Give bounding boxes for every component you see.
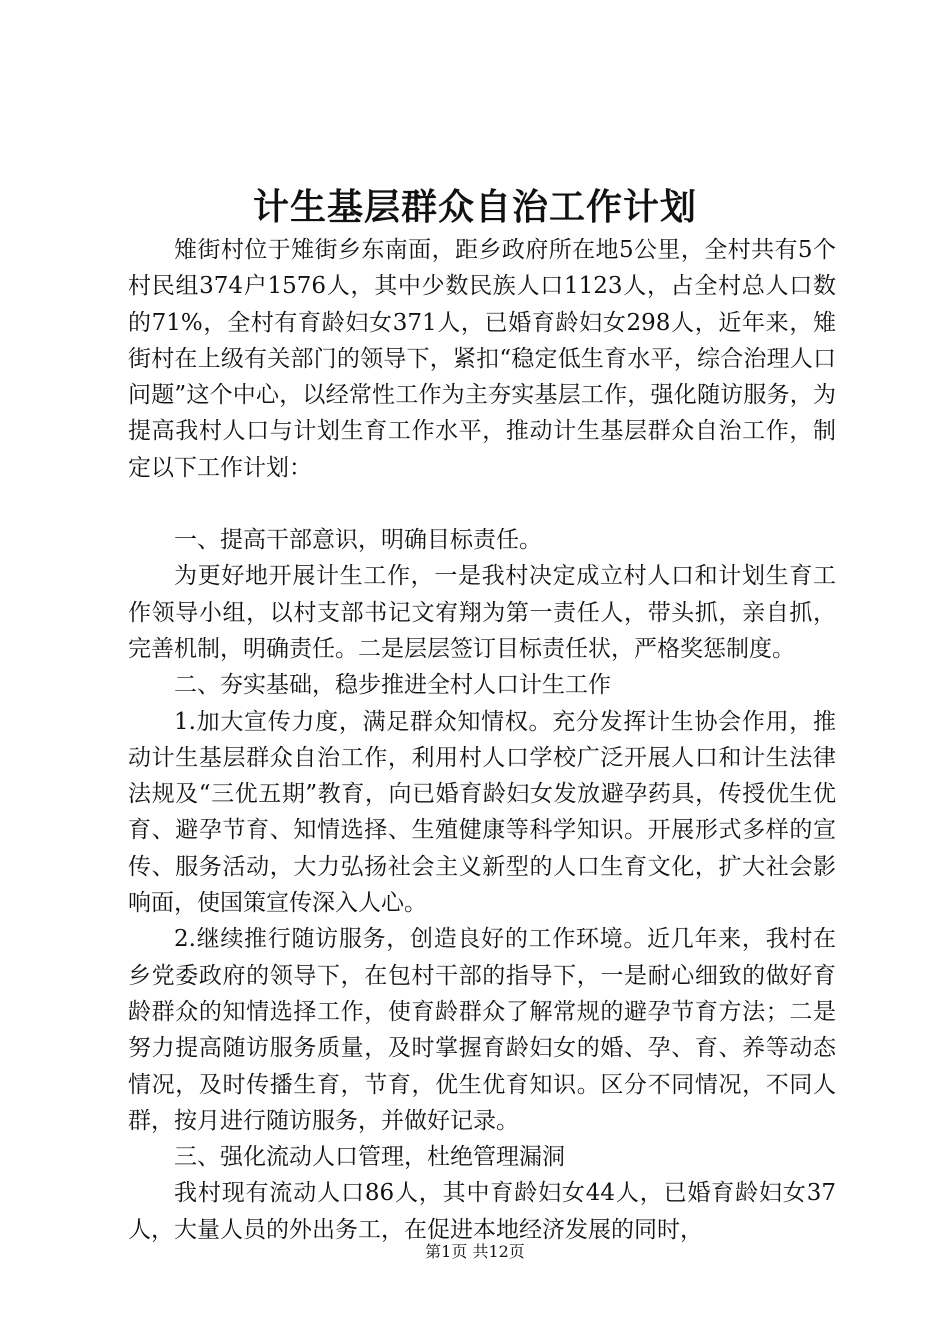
section-heading-3: 三、强化流动人口管理，杜绝管理漏洞 [174, 1144, 565, 1171]
section-heading-1: 一、提高干部意识，明确目标责任。 [174, 527, 542, 554]
paragraph-1: 为更好地开展计生工作，一是我村决定成立村人口和计划生育工作领导小组，以村支部书记文宥翔为第一责任人，带头抓，亲自抓，完善机制，明确责任。二是层层签订目标责任状，严格奖惩制度。 [128, 563, 836, 662]
document-body [128, 232, 836, 1248]
paragraph-2-1: 1.加大宣传力度，满足群众知情权。充分发挥计生协会作用，推动计生基层群众自治工作，利用村人口学校广泛开展人口和计生法律法规及“三优五期”教育，向已婚育龄妇女发放避孕药具，传授优生优育、避孕节育、知情选择、生殖健康等科学知识。开展形式多样的宣传、服务活动，大力弘扬社会主义新型的人口生育文化，扩大社会影响面，使国策宣传深入人心。 [128, 708, 836, 917]
page-indicator: 第1页 共12页 [425, 1242, 525, 1261]
document-title: 计生基层群众自治工作计划 [252, 186, 697, 228]
paragraph-2-2: 2.继续推行随访服务，创造良好的工作环境。近几年来，我村在乡党委政府的领导下，在包村干部的指导下，一是耐心细致的做好育龄群众的知情选择工作，使育龄群众了解常规的避孕节育方法；二是努力提高随访服务质量，及时掌握育龄妇女的婚、孕、育、养等动态情况，及时传播生育，节育，优生优育知识。区分不同情况，不同人群，按月进行随访服务，并做好记录。 [128, 926, 836, 1134]
intro-paragraph: 雉街村位于雉街乡东南面，距乡政府所在地5公里，全村共有5个村民组374户1576人，其中少数民族人口1123人，占全村总人口数的71%，全村有育龄妇女371人，已婚育龄妇女298人，近年来，雉街村在上级有关部门的领导下，紧扣“稳定低生育水平，综合治理人口问题”这个中心，以经常性工作为主夯实基层工作，强化随访服务，为提高我村人口与计划生育工作水平，推动计生基层群众自治工作，制定以下工作计划： [128, 237, 836, 481]
section-heading-2: 二、夯实基础，稳步推进全村人口计生工作 [174, 672, 611, 699]
paragraph-3: 我村现有流动人口86人，其中育龄妇女44人，已婚育龄妇女37人，大量人员的外出务工，在促进本地经济发展的同时， [128, 1180, 836, 1243]
